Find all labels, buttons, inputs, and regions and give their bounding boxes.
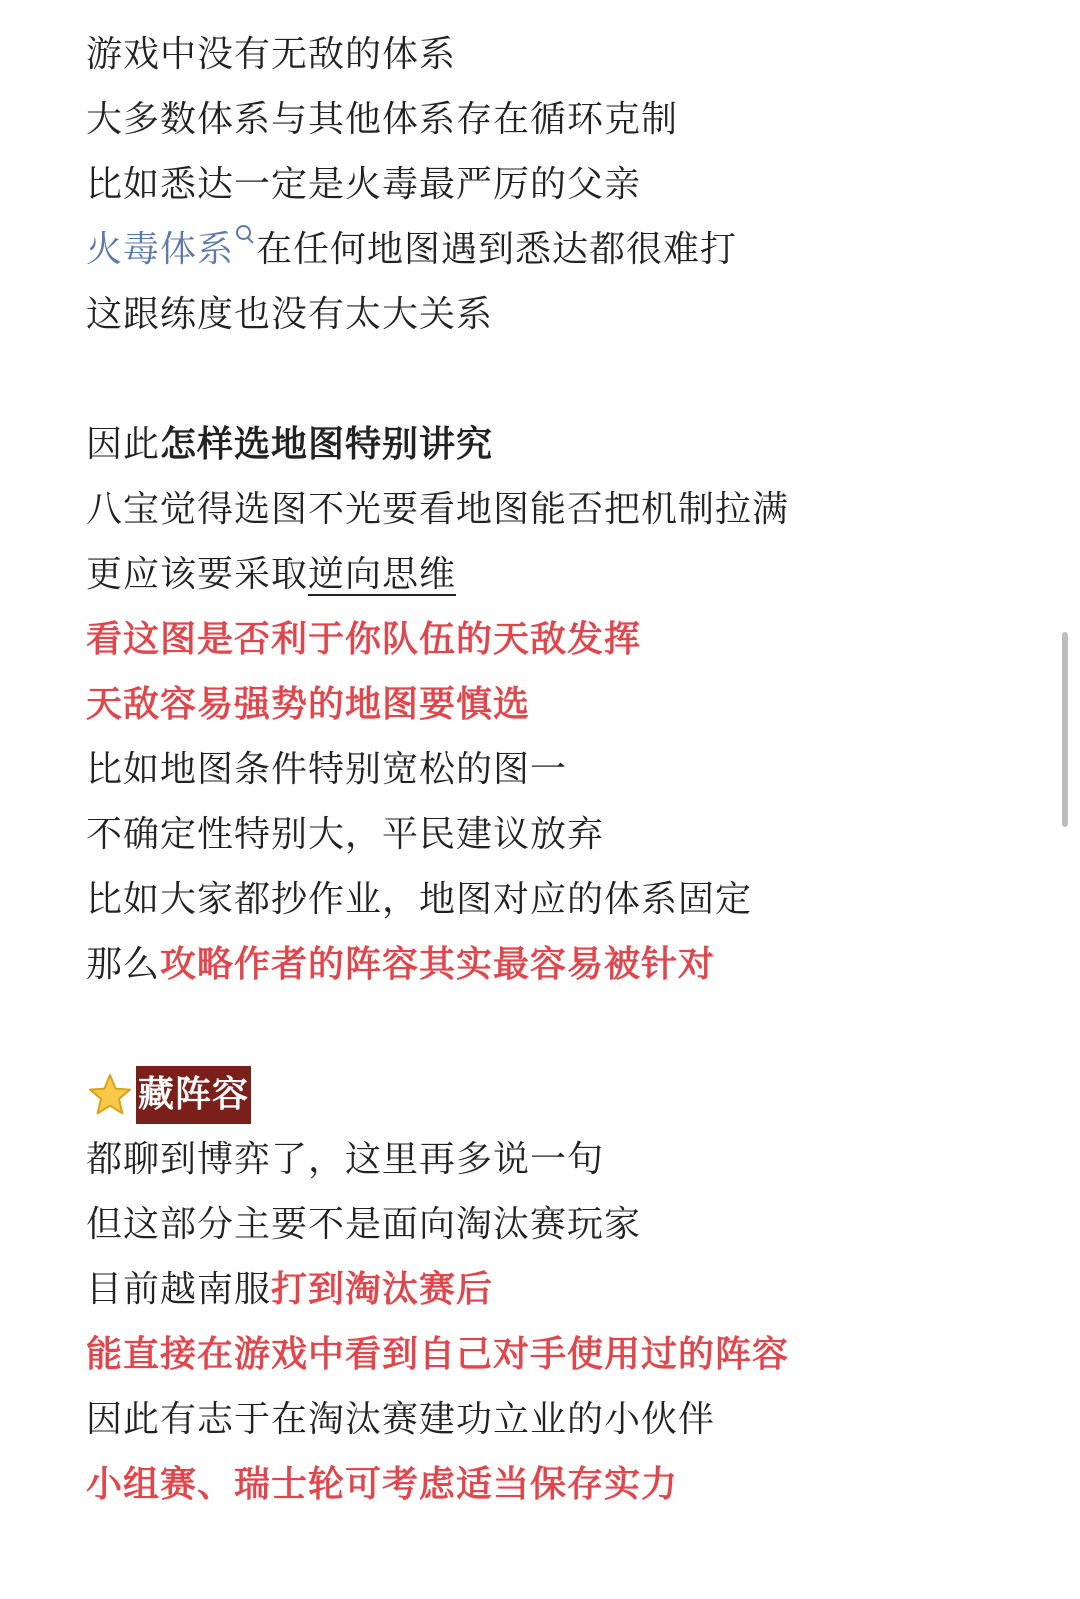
text-line: 游戏中没有无敌的体系 [86,34,457,75]
underlined-text: 逆向思维 [308,554,457,595]
section-heading-label: 藏阵容 [136,1066,251,1124]
article-body [86,22,1016,1517]
text-line: 因此有志于在淘汰赛建功立业的小伙伴 [86,1399,716,1440]
text-line: 八宝觉得选图不光要看地图能否把机制拉满 [86,489,790,530]
highlight-text: 攻略作者的阵容其实最容易被针对 [160,944,716,985]
text-fragment: 在任何地图遇到悉达都很难打 [256,229,738,270]
text-line [86,1257,1016,1322]
text-line [86,932,1016,997]
text-fragment: 更应该要采取 [86,554,309,595]
paragraph-gap [86,347,1016,412]
highlight-line: 能直接在游戏中看到自己对手使用过的阵容 [86,1334,790,1375]
bold-text: 怎样选地图特别讲究 [160,424,494,465]
scrollbar[interactable] [1062,632,1068,827]
highlight-line: 小组赛、瑞士轮可考虑适当保存实力 [86,1464,679,1505]
text-line: 比如地图条件特别宽松的图一 [86,749,568,790]
text-fragment: 目前越南服 [86,1269,272,1310]
text-line: 不确定性特别大，平民建议放弃 [86,814,605,855]
text-line: 比如悉达一定是火毒最严厉的父亲 [86,164,642,205]
text-line [86,542,1016,607]
highlight-text: 打到淘汰赛后 [271,1269,494,1310]
search-icon[interactable] [234,223,256,253]
highlight-line: 看这图是否利于你队伍的天敌发挥 [86,619,642,660]
text-fragment: 那么 [86,944,161,985]
text-fragment: 因此 [86,424,161,465]
text-line: 大多数体系与其他体系存在循环克制 [86,99,679,140]
paragraph-gap [86,997,1016,1062]
search-link-fire-poison[interactable]: 火毒体系 [86,229,235,270]
text-line: 都聊到博弈了，这里再多说一句 [86,1139,605,1180]
text-line: 比如大家都抄作业，地图对应的体系固定 [86,879,753,920]
section-heading [86,1062,1016,1127]
text-line: 但这部分主要不是面向淘汰赛玩家 [86,1204,642,1245]
text-line [86,217,1016,282]
highlight-line: 天敌容易强势的地图要慎选 [86,684,531,725]
text-line [86,412,1016,477]
star-icon [86,1071,134,1119]
text-line: 这跟练度也没有太大关系 [86,294,494,335]
